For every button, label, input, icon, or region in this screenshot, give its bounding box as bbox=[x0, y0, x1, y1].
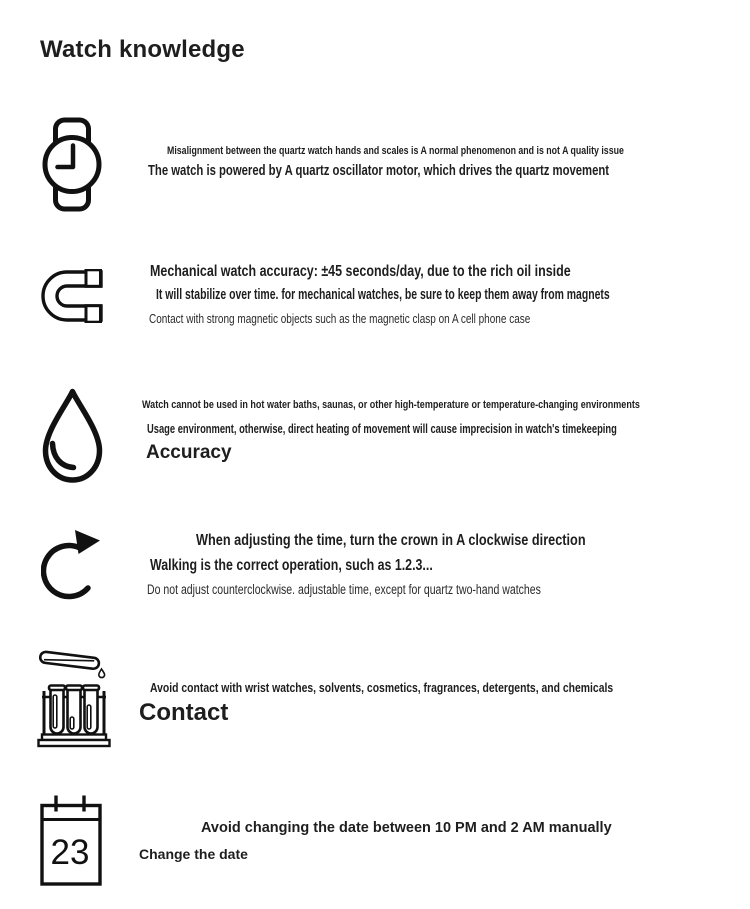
watch-icon bbox=[42, 117, 102, 212]
calendar-day-number: 23 bbox=[50, 833, 90, 872]
clockwise-arrow-icon bbox=[41, 525, 103, 607]
magnet-accuracy-headline: Mechanical watch accuracy: ±45 seconds/day, due to the rich oil inside bbox=[150, 263, 571, 280]
crown-clockwise-headline: When adjusting the time, turn the crown in A clockwise direction bbox=[196, 532, 586, 549]
chemicals-avoid-text: Avoid contact with wrist watches, solvents, cosmetics, fragrances, detergents, and chemicals bbox=[150, 680, 614, 695]
magnet-icon bbox=[39, 269, 103, 323]
quartz-movement-text: The watch is powered by A quartz oscillator motor, which drives the quartz movement bbox=[148, 163, 610, 179]
water-drop-icon bbox=[40, 387, 105, 485]
change-date-heading: Change the date bbox=[139, 846, 248, 862]
crown-counterclockwise-note: Do not adjust counterclockwise. adjustable time, except for quartz two-hand watches bbox=[147, 582, 541, 597]
accuracy-heading: Accuracy bbox=[146, 442, 232, 463]
temperature-warning-note: Watch cannot be used in hot water baths, saunas, or other high-temperature or temperature-changing environments bbox=[142, 399, 640, 411]
page-title: Watch knowledge bbox=[40, 36, 245, 63]
temperature-usage-text: Usage environment, otherwise, direct heating of movement will cause imprecision in watch's timekeeping bbox=[147, 421, 617, 436]
magnet-stabilize-text: It will stabilize over time. for mechanical watches, be sure to keep them away from magnets bbox=[156, 287, 610, 303]
calendar-icon bbox=[40, 794, 102, 886]
date-change-warning: Avoid changing the date between 10 PM and 2 AM manually bbox=[201, 820, 612, 836]
magnet-contact-note: Contact with strong magnetic objects such as the magnetic clasp on A cell phone case bbox=[149, 312, 531, 326]
quartz-misalignment-note: Misalignment between the quartz watch hands and scales is A normal phenomenon and is not A quality issue bbox=[167, 145, 624, 157]
contact-heading: Contact bbox=[139, 699, 229, 726]
test-tubes-icon bbox=[37, 650, 111, 748]
crown-walking-text: Walking is the correct operation, such as 1.2.3... bbox=[150, 557, 433, 574]
